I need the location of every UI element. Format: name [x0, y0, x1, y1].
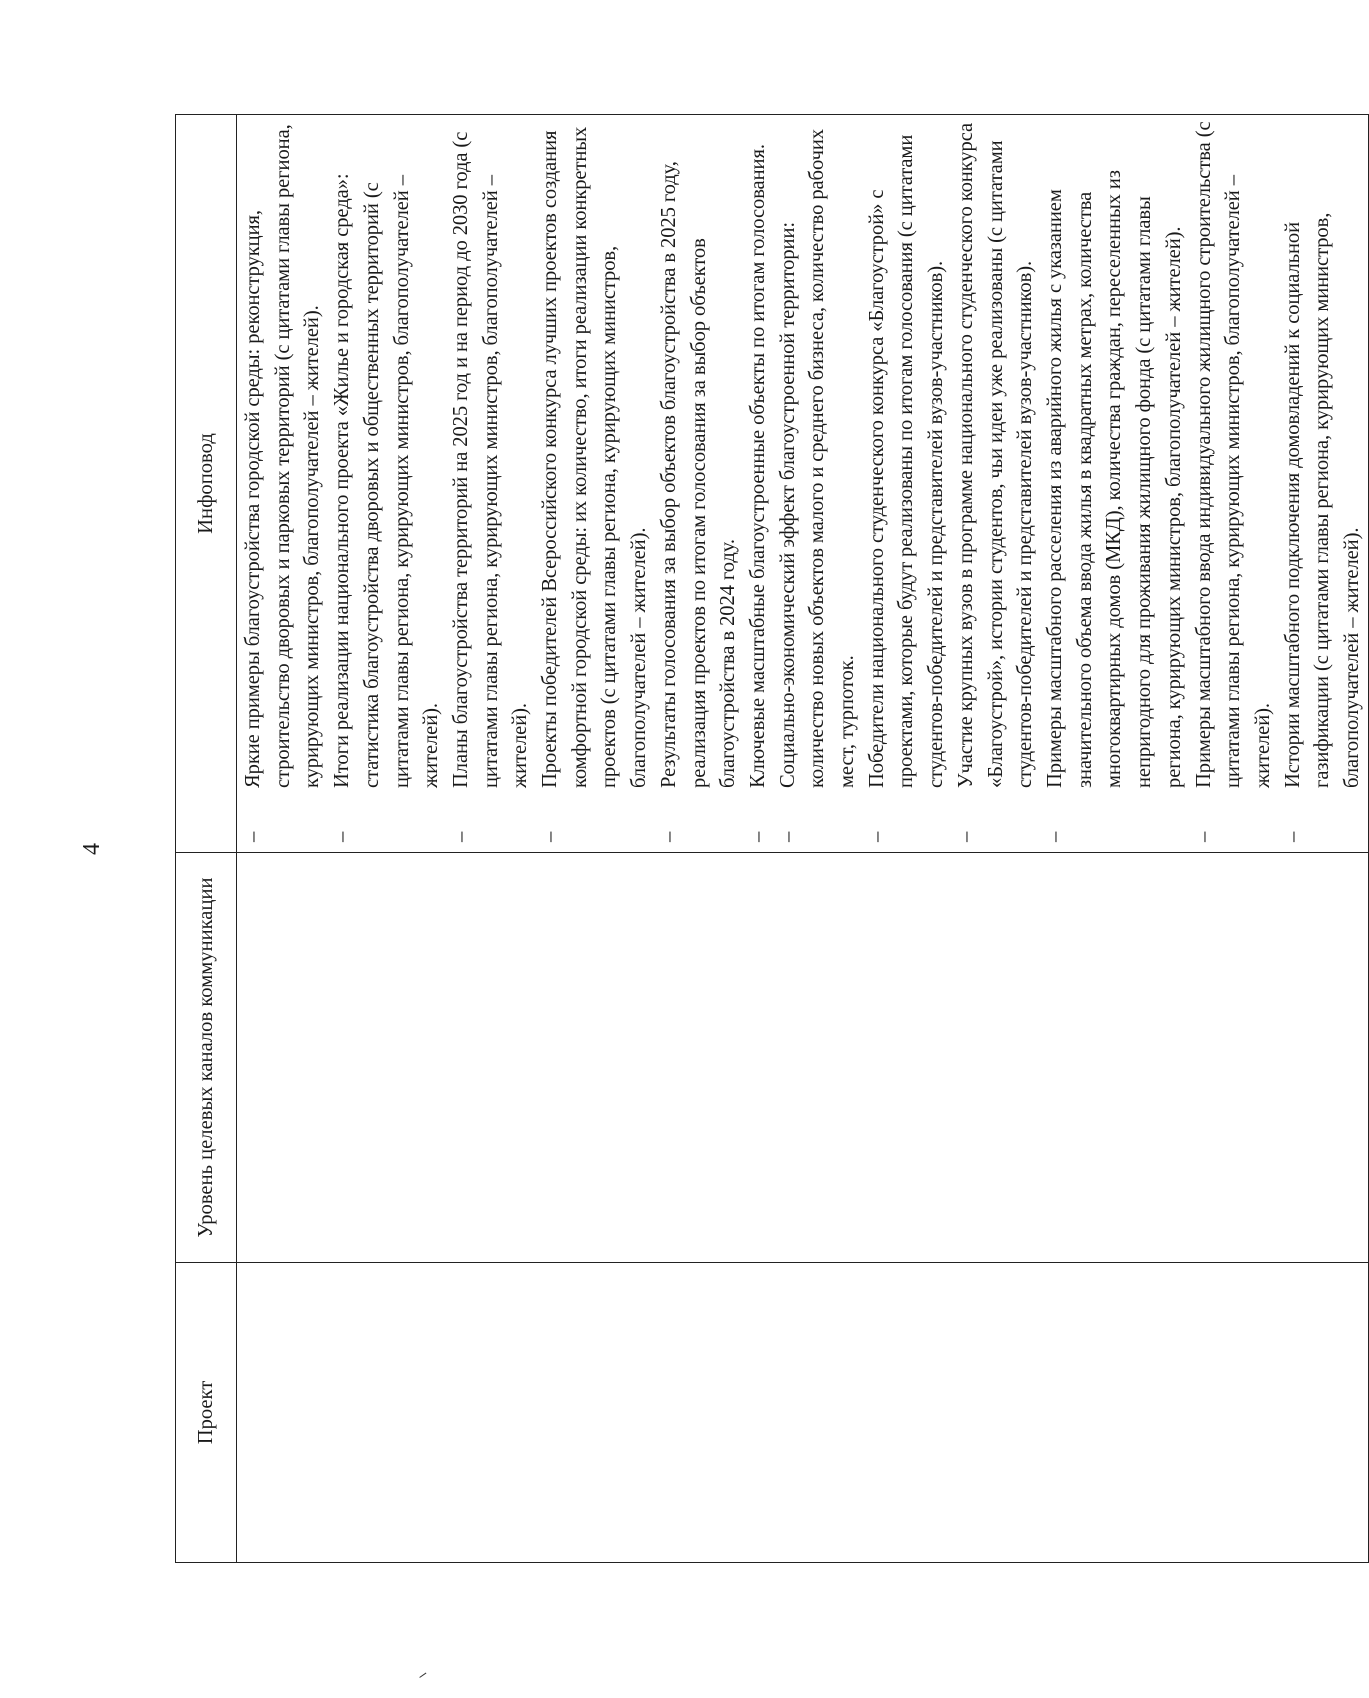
list-item-text: Результаты голосования за выбор объектов благоустройства в 2025 году, реализация проектов по итогам голосования за выбор объектов благоустройства в 2024 году. — [657, 161, 740, 788]
dash-marker: – — [449, 831, 472, 842]
list-item — [1279, 121, 1368, 844]
infopovod-list — [237, 115, 1368, 852]
dash-marker: – — [331, 831, 354, 842]
dash-marker: – — [657, 831, 680, 842]
list-item — [536, 121, 655, 844]
list-item-text: Участие крупных вузов в программе национального студенческого конкурса «Благоустрой», истории студентов, чьи идеи уже реализованы (с цитатами студентов-победителей и представителей вузов-участников). — [954, 122, 1037, 788]
list-item — [1190, 121, 1279, 844]
list-item — [447, 121, 536, 844]
cell-infopovod — [237, 115, 1369, 853]
cell-level — [237, 853, 1369, 1263]
list-item — [863, 121, 952, 844]
dash-marker: – — [1043, 831, 1066, 842]
dash-marker: – — [242, 831, 264, 842]
list-item-text: Проекты победителей Всероссийского конкурса лучших проектов создания комфортной городской среды: их количество, итоги реализации конкретных проектов (с цитатами главы региона, курирующих министров, благополучателей – жителей). — [539, 126, 651, 788]
header-project: Проект — [176, 1263, 237, 1563]
dash-marker: – — [954, 831, 977, 842]
table-row — [237, 115, 1369, 1563]
list-item-text: Яркие примеры благоустройства городской среды: реконструкция, строительство дворовых и парковых территорий (с цитатами главы региона, курирующих министров, благополучателей – жителей). — [242, 124, 324, 788]
cell-project — [237, 1263, 1369, 1563]
list-item-text: Истории масштабного подключения домовладений к социальной газификации (с цитатами главы региона, курирующих министров, благополучателей – жителей). — [1281, 212, 1364, 788]
list-item-text: Итоги реализации национального проекта «Жилье и городская среда»: статистика благоустройства дворовых и общественных территорий (с цитатами главы региона, курирующих министров, благополучателей – жителей). — [331, 173, 443, 788]
list-item — [328, 121, 447, 844]
list-item — [1041, 121, 1190, 844]
header-level: Уровень целевых каналов коммуникации — [176, 853, 237, 1263]
dash-marker: – — [865, 831, 888, 842]
list-item-text: Победители национального студенческого конкурса «Благоустрой» с проектами, которые будут реализованы по итогам голосования (с цитатами студентов-победителей и представителей вузов-участников). — [865, 134, 948, 788]
header-infopovod: Инфоповод — [176, 115, 237, 853]
dash-marker: – — [776, 831, 799, 842]
dash-marker: – — [1281, 831, 1304, 842]
list-item — [655, 121, 744, 844]
page-number: 4 — [79, 843, 105, 855]
list-item — [952, 121, 1041, 844]
dash-marker: – — [1192, 831, 1215, 842]
list-item-text: Примеры масштабного ввода индивидуального жилищного строительства (с цитатами главы региона, курирующих министров, благополучателей – жителей). — [1192, 121, 1274, 788]
list-item-text: Планы благоустройства территорий на 2025 год и на период до 2030 года (с цитатами главы региона, курирующих министров, благополучателей – жителей). — [449, 131, 532, 788]
list-item-text: Социально-экономический эффект благоустроенной территории: количество новых объектов малого и среднего бизнеса, количество рабочих мест, турпоток. — [776, 129, 859, 788]
table-header-row — [176, 115, 237, 1563]
dash-marker: – — [746, 831, 769, 842]
list-item — [744, 121, 774, 844]
list-item — [239, 121, 328, 844]
infopovod-table — [175, 114, 1369, 1563]
list-item-text: Ключевые масштабные благоустроенные объекты по итогам голосования. — [746, 144, 769, 788]
rotated-table-container — [175, 115, 1364, 1563]
list-item-text: Примеры масштабного расселения из аварийного жилья с указанием значительного объема ввода жилья в квадратных метрах, количества многоквартирных домов (МКД), количества граждан, переселенных из непригодного для проживания жилищного фонда (с цитатами главы региона, курирующих министров, благополучателей – жителей). — [1043, 170, 1185, 788]
dash-marker: – — [539, 831, 562, 842]
list-item — [774, 121, 863, 844]
scan-speck — [418, 1670, 427, 1678]
